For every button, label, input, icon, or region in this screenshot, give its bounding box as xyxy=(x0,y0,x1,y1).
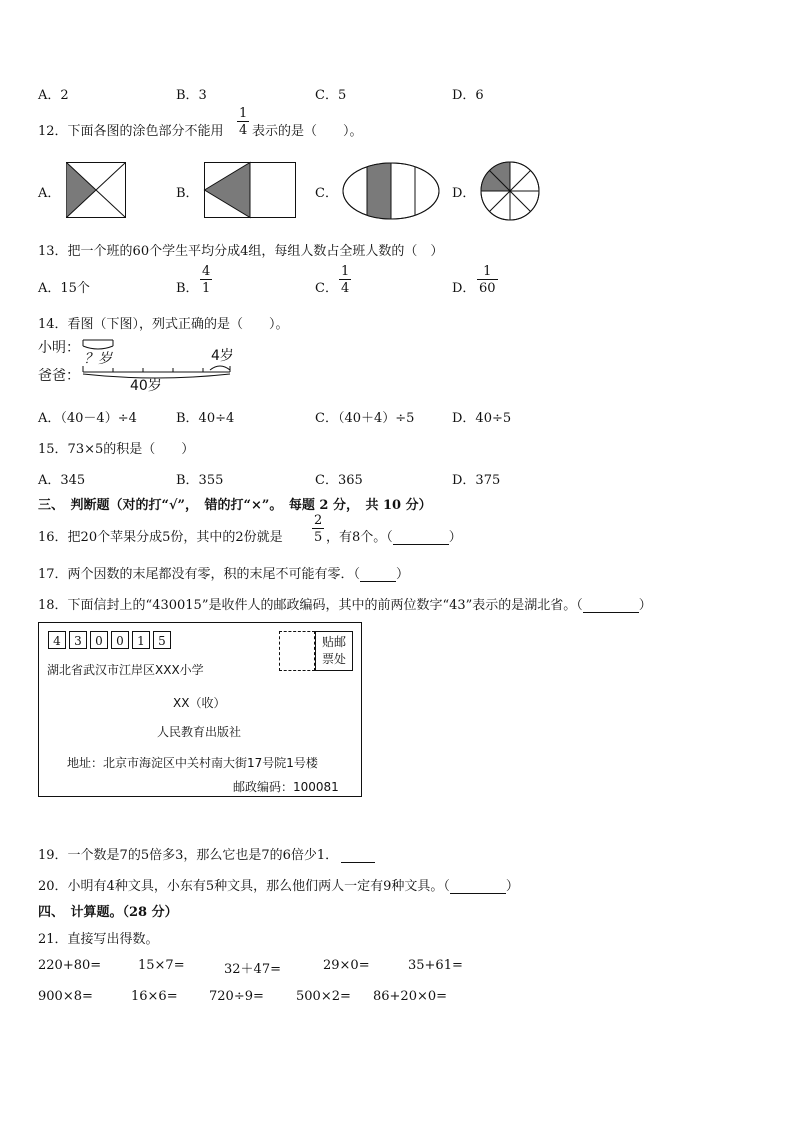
stamp-placeholder-dashed xyxy=(279,631,315,671)
envelope-sender-address: 地址：北京市海淀区中关村南大街17号院1号楼 xyxy=(67,756,318,770)
calc-item: 220+80= xyxy=(38,958,102,973)
q18-text: 18．下面信封上的“430015”是收件人的邮政编码，其中的前两位数字“43”表示的是湖北省。（ xyxy=(38,598,583,613)
q12-fraction xyxy=(237,107,249,137)
q12-text-after: 表示的是（ ）。 xyxy=(252,124,363,139)
envelope-address-to: 湖北省武汉市江岸区XXX小学 xyxy=(47,663,204,677)
q14-baba-label: 爸爸： xyxy=(38,368,80,384)
q12-text-before: 12．下面各图的涂色部分不能用 xyxy=(38,124,224,139)
postcode-digit-4: 0 xyxy=(111,631,129,649)
q16-fraction xyxy=(312,514,324,544)
postcode-digit-3: 0 xyxy=(90,631,108,649)
calc-item: 15×7= xyxy=(138,958,185,973)
calc-item: 720÷9= xyxy=(209,989,264,1004)
q18-question xyxy=(38,594,652,613)
calc-item: 29×0= xyxy=(323,958,370,973)
q19-question xyxy=(38,844,375,863)
q11-option-a: A．2 xyxy=(38,88,69,103)
q15-option-c: C．365 xyxy=(315,473,363,488)
q13-option-c-frac xyxy=(339,265,351,295)
q17-question xyxy=(38,563,409,582)
q15-option-a: A．345 xyxy=(38,473,86,488)
postcode-digit-1: 4 xyxy=(48,631,66,649)
q13-option-b-frac xyxy=(200,265,212,295)
q13-d-num: 1 xyxy=(483,264,492,279)
q19-text: 19．一个数是7的5倍多3，那么它也是7的6倍少1． xyxy=(38,848,339,863)
calc-item: 32＋47= xyxy=(224,962,281,977)
calc-item: 35+61= xyxy=(408,958,463,973)
q14-question-age-label: ？岁 xyxy=(84,351,112,367)
calc-item: 16×6= xyxy=(131,989,178,1004)
q20-close: ） xyxy=(505,879,519,894)
q11-option-b: B．3 xyxy=(176,88,207,103)
section-4-heading: 四、 计算题。（28 分） xyxy=(38,905,178,920)
q11-option-d: D．6 xyxy=(452,88,484,103)
q15-question: 15．73×5的积是（ ） xyxy=(38,442,195,457)
postcode-digit-5: 1 xyxy=(132,631,150,649)
q17-text: 17．两个因数的末尾都没有零，积的末尾不可能有零．（ xyxy=(38,567,361,582)
q12-figure-d xyxy=(480,161,540,221)
q12-question xyxy=(38,120,224,139)
q13-b-den: 1 xyxy=(202,281,211,296)
q16-answer-blank[interactable] xyxy=(393,530,449,545)
q13-option-b-label: B． xyxy=(176,281,199,296)
q15-option-d: D．375 xyxy=(452,473,501,488)
envelope-sender-postcode: 邮政编码：100081 xyxy=(233,780,339,794)
q14-question: 14．看图（下图），列式正确的是（ ）。 xyxy=(38,317,289,332)
q13-c-den: 4 xyxy=(341,281,350,296)
section-3-heading: 三、 判断题（对的打“√”， 错的打“×”。 每题 2 分， 共 10 分） xyxy=(38,498,432,513)
q14-total-label: 40岁 xyxy=(130,378,162,394)
q15-option-b: B．355 xyxy=(176,473,224,488)
q12-label-a: A． xyxy=(38,186,61,201)
q20-text: 20．小明有4种文具，小东有5种文具，那么他们两人一定有9种文具。（ xyxy=(38,879,450,894)
q14-xiaoming-label: 小明： xyxy=(38,340,80,356)
q14-diff-label: 4岁 xyxy=(211,348,234,364)
envelope-recipient: XX（收） xyxy=(173,696,226,710)
envelope xyxy=(38,622,362,797)
q14-option-d: D．40÷5 xyxy=(452,411,512,426)
q16-text-before: 16．把20个苹果分成5份，其中的2份就是 xyxy=(38,530,283,545)
q20-question xyxy=(38,875,519,894)
postcode-digit-2: 3 xyxy=(69,631,87,649)
q13-option-d-label: D． xyxy=(452,281,476,296)
q12-label-b: B． xyxy=(176,186,199,201)
q17-answer-blank[interactable] xyxy=(360,567,396,582)
q13-option-d-frac xyxy=(477,265,498,295)
postcode-digit-6: 5 xyxy=(153,631,171,649)
q16-after: ，有8个。（ xyxy=(326,530,393,545)
q19-answer-blank[interactable] xyxy=(341,848,375,863)
q13-c-num: 1 xyxy=(341,264,350,279)
q13-b-num: 4 xyxy=(202,264,211,279)
q12-frac-den: 4 xyxy=(239,123,248,138)
q18-close: ） xyxy=(638,598,652,613)
q16-frac-den: 5 xyxy=(314,530,323,545)
q17-close: ） xyxy=(396,567,410,582)
q16-close: ） xyxy=(448,530,462,545)
q14-option-c: C．（40＋4）÷5 xyxy=(315,411,415,426)
q12-figure-a xyxy=(66,162,126,218)
q13-question: 13．把一个班的60个学生平均分成4组，每组人数占全班人数的（ ） xyxy=(38,244,444,259)
q12-figure-b xyxy=(204,162,296,218)
calc-item: 86+20×0= xyxy=(373,989,448,1004)
q12-label-d: D． xyxy=(452,186,476,201)
q13-option-a: A．15个 xyxy=(38,281,90,296)
stamp-box: 贴邮票处 xyxy=(315,631,353,671)
q14-option-a: A．（40－4）÷4 xyxy=(38,411,137,426)
q16-frac-num: 2 xyxy=(314,513,323,528)
q13-option-c-label: C． xyxy=(315,281,338,296)
q20-answer-blank[interactable] xyxy=(450,879,506,894)
q21-instruction: 21．直接写出得数。 xyxy=(38,932,159,947)
q14-option-b: B．40÷4 xyxy=(176,411,235,426)
q13-d-den: 60 xyxy=(479,281,496,296)
envelope-sender: 人民教育出版社 xyxy=(157,725,242,739)
q12-frac-num: 1 xyxy=(239,106,248,121)
q18-answer-blank[interactable] xyxy=(583,598,639,613)
calc-item: 900×8= xyxy=(38,989,93,1004)
q12-label-c: C． xyxy=(315,186,338,201)
q12-figure-c xyxy=(342,162,440,220)
q11-option-c: C．5 xyxy=(315,88,347,103)
q16-text-after xyxy=(326,526,462,545)
calc-item: 500×2= xyxy=(296,989,351,1004)
